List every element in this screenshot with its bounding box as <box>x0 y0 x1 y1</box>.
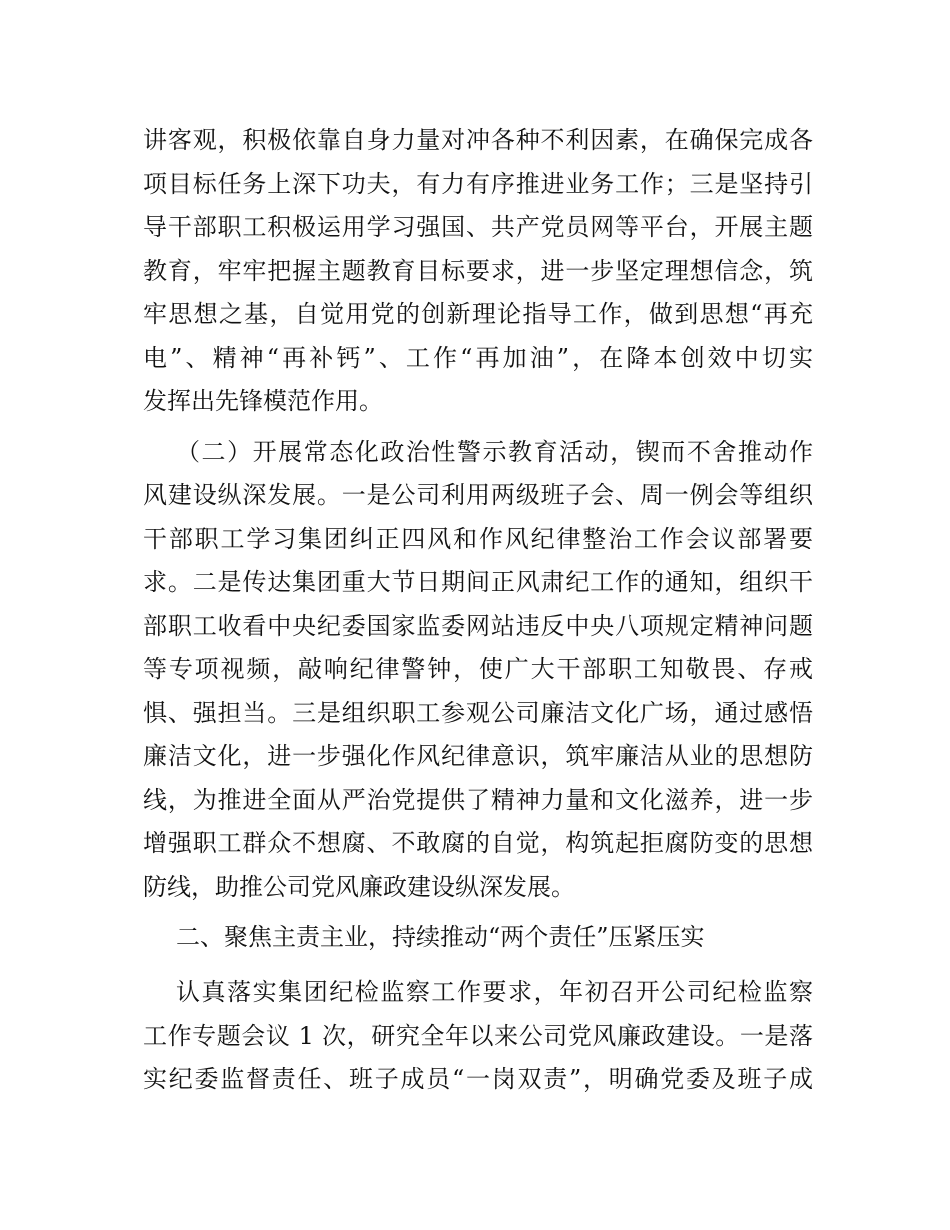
paragraph-2-line-10: 增强职工群众不想腐、不敢腐的自觉，构筑起拒腐防变的思想 <box>143 829 813 857</box>
paragraph-2-line-3: 干部职工学习集团纠正四风和作风纪律整治工作会议部署要 <box>143 525 813 553</box>
paragraph-2-line-9: 线，为推进全面从严治党提供了精神力量和文化滋养，进一步 <box>143 786 813 814</box>
section-heading: 二、聚焦主责主业，持续推动“两个责任”压紧压实 <box>176 923 705 951</box>
paragraph-1-line-6: 电”、精神“再补钙”、工作“再加油”，在降本创效中切实 <box>143 344 813 372</box>
paragraph-2-line-4: 求。二是传达集团重大节日期间正风肃纪工作的通知，组织干 <box>143 568 813 596</box>
paragraph-3-line-2: 工作专题会议 1 次，研究全年以来公司党风廉政建设。一是落 <box>143 1022 813 1050</box>
paragraph-1-line-7: 发挥出先锋模范作用。 <box>143 387 383 415</box>
paragraph-2-line-1: （二）开展常态化政治性警示教育活动，锲而不舍推动作 <box>176 438 813 466</box>
paragraph-1-line-1: 讲客观，积极依靠自身力量对冲各种不利因素，在确保完成各 <box>143 126 813 154</box>
paragraph-1-line-2: 项目标任务上深下功夫，有力有序推进业务工作；三是坚持引 <box>143 170 813 198</box>
paragraph-2-line-6: 等专项视频，敲响纪律警钟，使广大干部职工知敬畏、存戒 <box>143 655 813 683</box>
paragraph-1-line-5: 牢思想之基，自觉用党的创新理论指导工作，做到思想“再充 <box>143 300 813 328</box>
paragraph-2-line-8: 廉洁文化，进一步强化作风纪律意识，筑牢廉洁从业的思想防 <box>143 742 813 770</box>
paragraph-1-line-4: 教育，牢牢把握主题教育目标要求，进一步坚定理想信念，筑 <box>143 257 813 285</box>
paragraph-2-line-5: 部职工收看中央纪委国家监委网站违反中央八项规定精神问题 <box>143 612 813 640</box>
paragraph-2-line-11: 防线，助推公司党风廉政建设纵深发展。 <box>143 873 575 901</box>
paragraph-1-line-3: 导干部职工积极运用学习强国、共产党员网等平台，开展主题 <box>143 213 813 241</box>
paragraph-3-line-1: 认真落实集团纪检监察工作要求，年初召开公司纪检监察 <box>176 978 813 1006</box>
paragraph-3-line-3: 实纪委监督责任、班子成员“一岗双责”，明确党委及班子成 <box>143 1065 813 1093</box>
paragraph-2-line-2: 风建设纵深发展。一是公司利用两级班子会、周一例会等组织 <box>143 481 813 509</box>
paragraph-2-line-7: 惧、强担当。三是组织职工参观公司廉洁文化广场，通过感悟 <box>143 699 813 727</box>
